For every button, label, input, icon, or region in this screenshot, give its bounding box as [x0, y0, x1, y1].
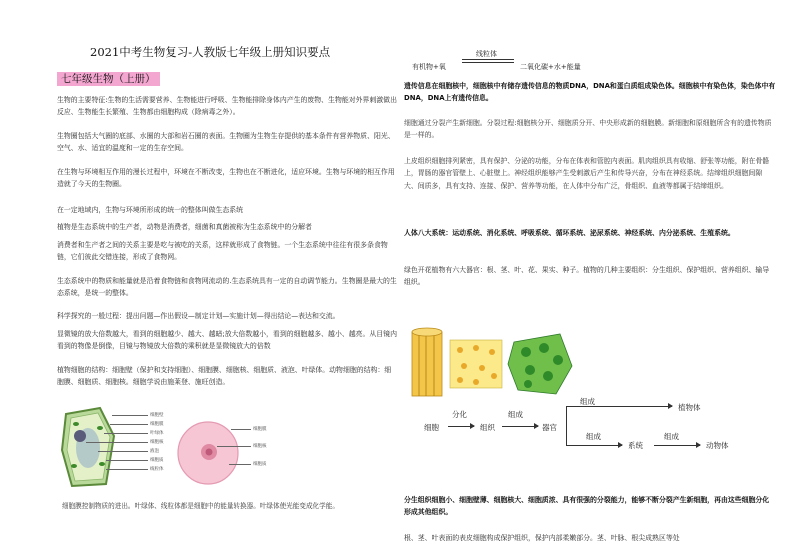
paragraph-meristem: 分生组织细胞小、细胞壁薄、细胞核大、细胞质浓、具有很强的分裂能力，能够不断分裂产生新细胞，再由这些细胞分化形成其他组织。	[404, 496, 770, 517]
flow-system: 系统	[628, 441, 643, 450]
label-animal-membrane: 细胞膜	[253, 427, 267, 432]
formula-line-bottom	[462, 62, 514, 63]
label-cell-membrane: 细胞膜	[150, 422, 164, 427]
flow-organ: 器官	[542, 423, 557, 432]
label-line	[104, 433, 148, 434]
flow-form-label-3: 组成	[586, 432, 601, 441]
flow-arrow-3	[566, 406, 672, 407]
paragraph-producers: 植物是生态系统中的生产者，动物是消费者，细菌和真菌被称为生态系统中的分解者	[57, 223, 312, 231]
label-line	[98, 451, 148, 452]
label-line	[106, 469, 148, 470]
vascular-tissue	[412, 328, 442, 396]
label-line	[231, 429, 251, 430]
flow-plant-body: 植物体	[678, 403, 701, 412]
section-tag: 七年级生物（上册）	[57, 72, 160, 86]
plant-cell-svg	[60, 406, 180, 488]
paragraph-food-chain: 消费者和生产者之间的关系主要是吃与被吃的关系，这样就形成了食物链。一个生态系统中往往有很多条食物链，它们彼此交错连接，形成了食物网。	[57, 241, 388, 262]
paragraph-evolution: 在生物与环境相互作用的漫长过程中，环境在不断改变，生物也在不断进化，适应环境。生物与环境的相互作用造就了今天的生物圈。	[57, 168, 395, 189]
paragraph-tissues: 上皮组织细胞排列紧密，具有保护、分泌的功能，分布在体表和管腔内表面。肌肉组织具有收缩、舒张等功能，附在骨骼上，胃肠的器官管壁上、心脏壁上。神经组织能够产生受刺激后产生和传导兴奋，分布在神经系统。结缔组织细胞间隙大、间质多，具有支持、连接、保护、营养等功能，在人体中分布广泛，骨组织、血液等都属于结缔组织。	[404, 157, 770, 190]
flow-branch-line	[566, 406, 567, 446]
paragraph-cell-structure: 植物细胞的结构：细胞壁（保护和支持细胞）、细胞膜、细胞核、细胞质、液泡、叶绿体。动物细胞的结构：细胞膜、细胞质、细胞核。细胞学说由施莱登、施旺创造。	[57, 366, 392, 387]
paragraph-human-systems: 人体八大系统：运动系统、消化系统、呼吸系统、循环系统、泌尿系统、神经系统、内分泌系统、生殖系统。	[404, 229, 735, 237]
flow-arrow-2	[502, 426, 538, 427]
paragraph-scientific-inquiry: 科学探究的一般过程：提出问题—作出假设—制定计划—实施计划—得出结论—表达和交流。	[57, 312, 340, 320]
label-line	[217, 446, 251, 447]
plant-cell-diagram	[60, 406, 180, 488]
paragraph-biosphere: 生物圈包括大气圈的底部、水圈的大部和岩石圈的表面。生物圈为生物生存提供的基本条件有营养物质、阳光、空气、水、适宜的温度和一定的生存空间。	[57, 132, 395, 153]
flow-divide-label: 分化	[452, 410, 467, 419]
formula-line-top	[462, 59, 514, 60]
flow-arrow-1	[448, 426, 474, 427]
paragraph-plant-organs: 绿色开花植物有六大器官：根、茎、叶、花、果实、种子。植物的几种主要组织：分生组织、保护组织、营养组织、输导组织。	[404, 266, 770, 287]
flow-arrow-4	[566, 445, 622, 446]
tissue-illustration	[410, 324, 575, 400]
flow-tissue: 组织	[480, 423, 495, 432]
flow-form-label-2: 组成	[580, 397, 595, 406]
label-vacuole: 液泡	[150, 449, 159, 454]
animal-cell-diagram	[175, 418, 275, 488]
label-chloroplast: 叶绿体	[150, 431, 164, 436]
label-line	[106, 460, 148, 461]
label-animal-cytoplasm: 细胞质	[253, 462, 267, 467]
flow-arrow-5	[654, 445, 700, 446]
label-cytoplasm: 细胞质	[150, 458, 164, 463]
formula-left: 有机物+氧	[412, 63, 446, 71]
label-nucleus: 细胞核	[150, 440, 164, 445]
paragraph-ecosystem: 在一定地域内，生物与环境所形成的统一的整体叫做生态系统	[57, 206, 244, 214]
page-title: 2021中考生物复习-人教版七年级上册知识要点	[90, 45, 331, 59]
formula-over: 线粒体	[476, 50, 497, 58]
paragraph-microscope: 显微镜的放大倍数越大，看到的细胞越少、越大、越暗;放大倍数越小，看到的细胞越多、越小、越亮。从目镜内看到的物像是倒像，目镜与物镜放大倍数的乘积就是显微镜放大的倍数	[57, 330, 397, 351]
paragraph-life-features: 生物的主要特征:生物的生活需要营养、生物能进行呼吸、生物能排除身体内产生的废物、生物能对外界刺激做出反应、生物能生长繁殖、生物都由细胞构成（除病毒之外）。	[57, 96, 397, 117]
label-line	[86, 442, 148, 443]
label-animal-nucleus: 细胞核	[253, 444, 267, 449]
formula-right: 二氧化碳+水+能量	[520, 63, 581, 71]
flow-animal-body: 动物体	[706, 441, 729, 450]
cell-caption: 细胞膜控制物质的进出。叶绿体、线粒体都是细胞中的能量转换器。叶绿体使光能变成化学能。	[62, 502, 339, 510]
label-mitochondria: 线粒体	[150, 467, 164, 472]
label-line	[112, 415, 148, 416]
label-cell-wall: 细胞壁	[150, 413, 164, 418]
paragraph-energy-flow: 生态系统中的物质和能量就是沿着食物链和食物网流动的.生态系统具有一定的自动调节能力。生物圈是最大的生态系统，是统一的整体。	[57, 277, 397, 298]
paragraph-cell-division: 细胞通过分裂产生新细胞。分裂过程:细胞核分开、细胞质分开、中央形成新的细胞膜。新细胞和原细胞所含有的遗传物质是一样的。	[404, 119, 772, 140]
label-line	[229, 464, 251, 465]
flow-form-label-4: 组成	[664, 432, 679, 441]
flow-form-label-1: 组成	[508, 410, 523, 419]
label-line	[110, 424, 148, 425]
paragraph-genetics: 遗传信息在细胞核中，细胞核中有储存遗传信息的物质DNA，DNA和蛋白质组成染色体。细胞核中有染色体，染色体中有DNA，DNA上有遗传信息。	[404, 82, 776, 103]
paragraph-protective-tissue: 根、茎、叶表面的表皮细胞构成保护组织，保护内部柔嫩部分。茎、叶脉、根尖成熟区等处	[404, 534, 680, 542]
parenchyma-tissue	[450, 340, 502, 388]
flow-cell: 细胞	[424, 423, 439, 432]
